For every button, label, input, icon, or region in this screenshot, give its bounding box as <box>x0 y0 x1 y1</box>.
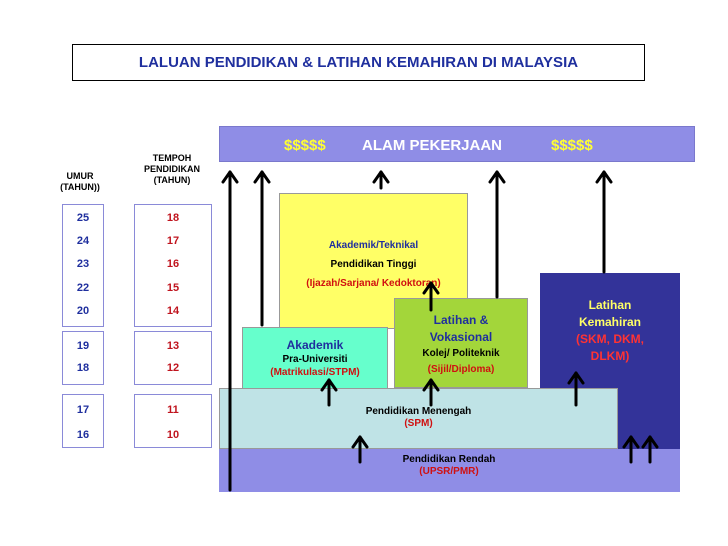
tempoh-header-line1: TEMPOH <box>152 153 192 163</box>
year-value: 15 <box>166 282 180 294</box>
arrow-up-icon <box>322 380 336 405</box>
arrow-up-icon <box>424 283 438 310</box>
tempoh-header-line3: (TAHUN) <box>153 175 191 185</box>
arrow-up-icon <box>374 172 388 188</box>
vokasional-line4: (Sijil/Diploma) <box>427 364 495 375</box>
arrow-up-icon <box>353 437 367 462</box>
tempoh-header-line2: PENDIDIKAN <box>143 164 200 174</box>
arrow-up-icon <box>255 172 269 325</box>
prauni-line2: Pra-Universiti <box>282 354 348 365</box>
year-value: 14 <box>166 305 180 317</box>
age-value: 22 <box>76 282 90 294</box>
tinggi-line1: Akademik/Teknikal <box>328 240 419 251</box>
alam-pekerjaan-label: ALAM PEKERJAAN <box>362 137 503 154</box>
umur-header-line2: (TAHUN)) <box>60 182 100 192</box>
menengah-line1: Pendidikan Menengah <box>365 406 472 417</box>
age-value: 19 <box>76 340 90 352</box>
arrow-up-icon <box>624 437 638 462</box>
kemahiran-line2: Kemahiran <box>578 315 642 329</box>
vokasional-line3: Kolej/ Politeknik <box>422 348 500 359</box>
age-value: 25 <box>76 212 90 224</box>
age-value: 23 <box>76 258 90 270</box>
arrow-up-icon <box>597 172 611 272</box>
kemahiran-line3: (SKM, DKM, <box>576 332 644 346</box>
money-right: $$$$$ <box>551 137 593 154</box>
year-value: 18 <box>166 212 180 224</box>
prauni-line1: Akademik <box>286 338 344 352</box>
year-value: 12 <box>166 362 180 374</box>
prauni-line3: (Matrikulasi/STPM) <box>270 367 360 378</box>
umur-header-line1: UMUR <box>66 171 94 181</box>
arrow-up-icon <box>424 380 438 405</box>
tinggi-line2: Pendidikan Tinggi <box>330 259 417 270</box>
tinggi-line3: (Ijazah/Sarjana/ Kedoktoran) <box>306 278 441 289</box>
rendah-line2: (UPSR/PMR) <box>419 466 479 477</box>
menengah-line2: (SPM) <box>404 418 433 429</box>
arrow-up-icon <box>643 437 657 462</box>
kemahiran-line4: DLKM) <box>590 349 630 363</box>
vokasional-line1: Latihan & <box>433 313 489 327</box>
year-value: 11 <box>167 404 179 416</box>
title-text: LALUAN PENDIDIKAN & LATIHAN KEMAHIRAN DI MALAYSIA <box>138 54 579 71</box>
age-value: 24 <box>76 235 90 247</box>
age-value: 16 <box>76 429 90 441</box>
year-value: 16 <box>166 258 180 270</box>
year-value: 13 <box>166 340 180 352</box>
arrow-up-icon <box>569 373 583 405</box>
arrow-up-icon <box>223 172 237 490</box>
age-value: 17 <box>76 404 90 416</box>
age-value: 20 <box>76 305 90 317</box>
vokasional-line2: Vokasional <box>429 330 493 344</box>
age-value: 18 <box>76 362 90 374</box>
rendah-line1: Pendidikan Rendah <box>402 454 496 465</box>
arrow-up-icon <box>490 172 504 297</box>
kemahiran-line1: Latihan <box>588 298 632 312</box>
money-left: $$$$$ <box>284 137 326 154</box>
year-value: 10 <box>166 429 180 441</box>
year-value: 17 <box>166 235 180 247</box>
